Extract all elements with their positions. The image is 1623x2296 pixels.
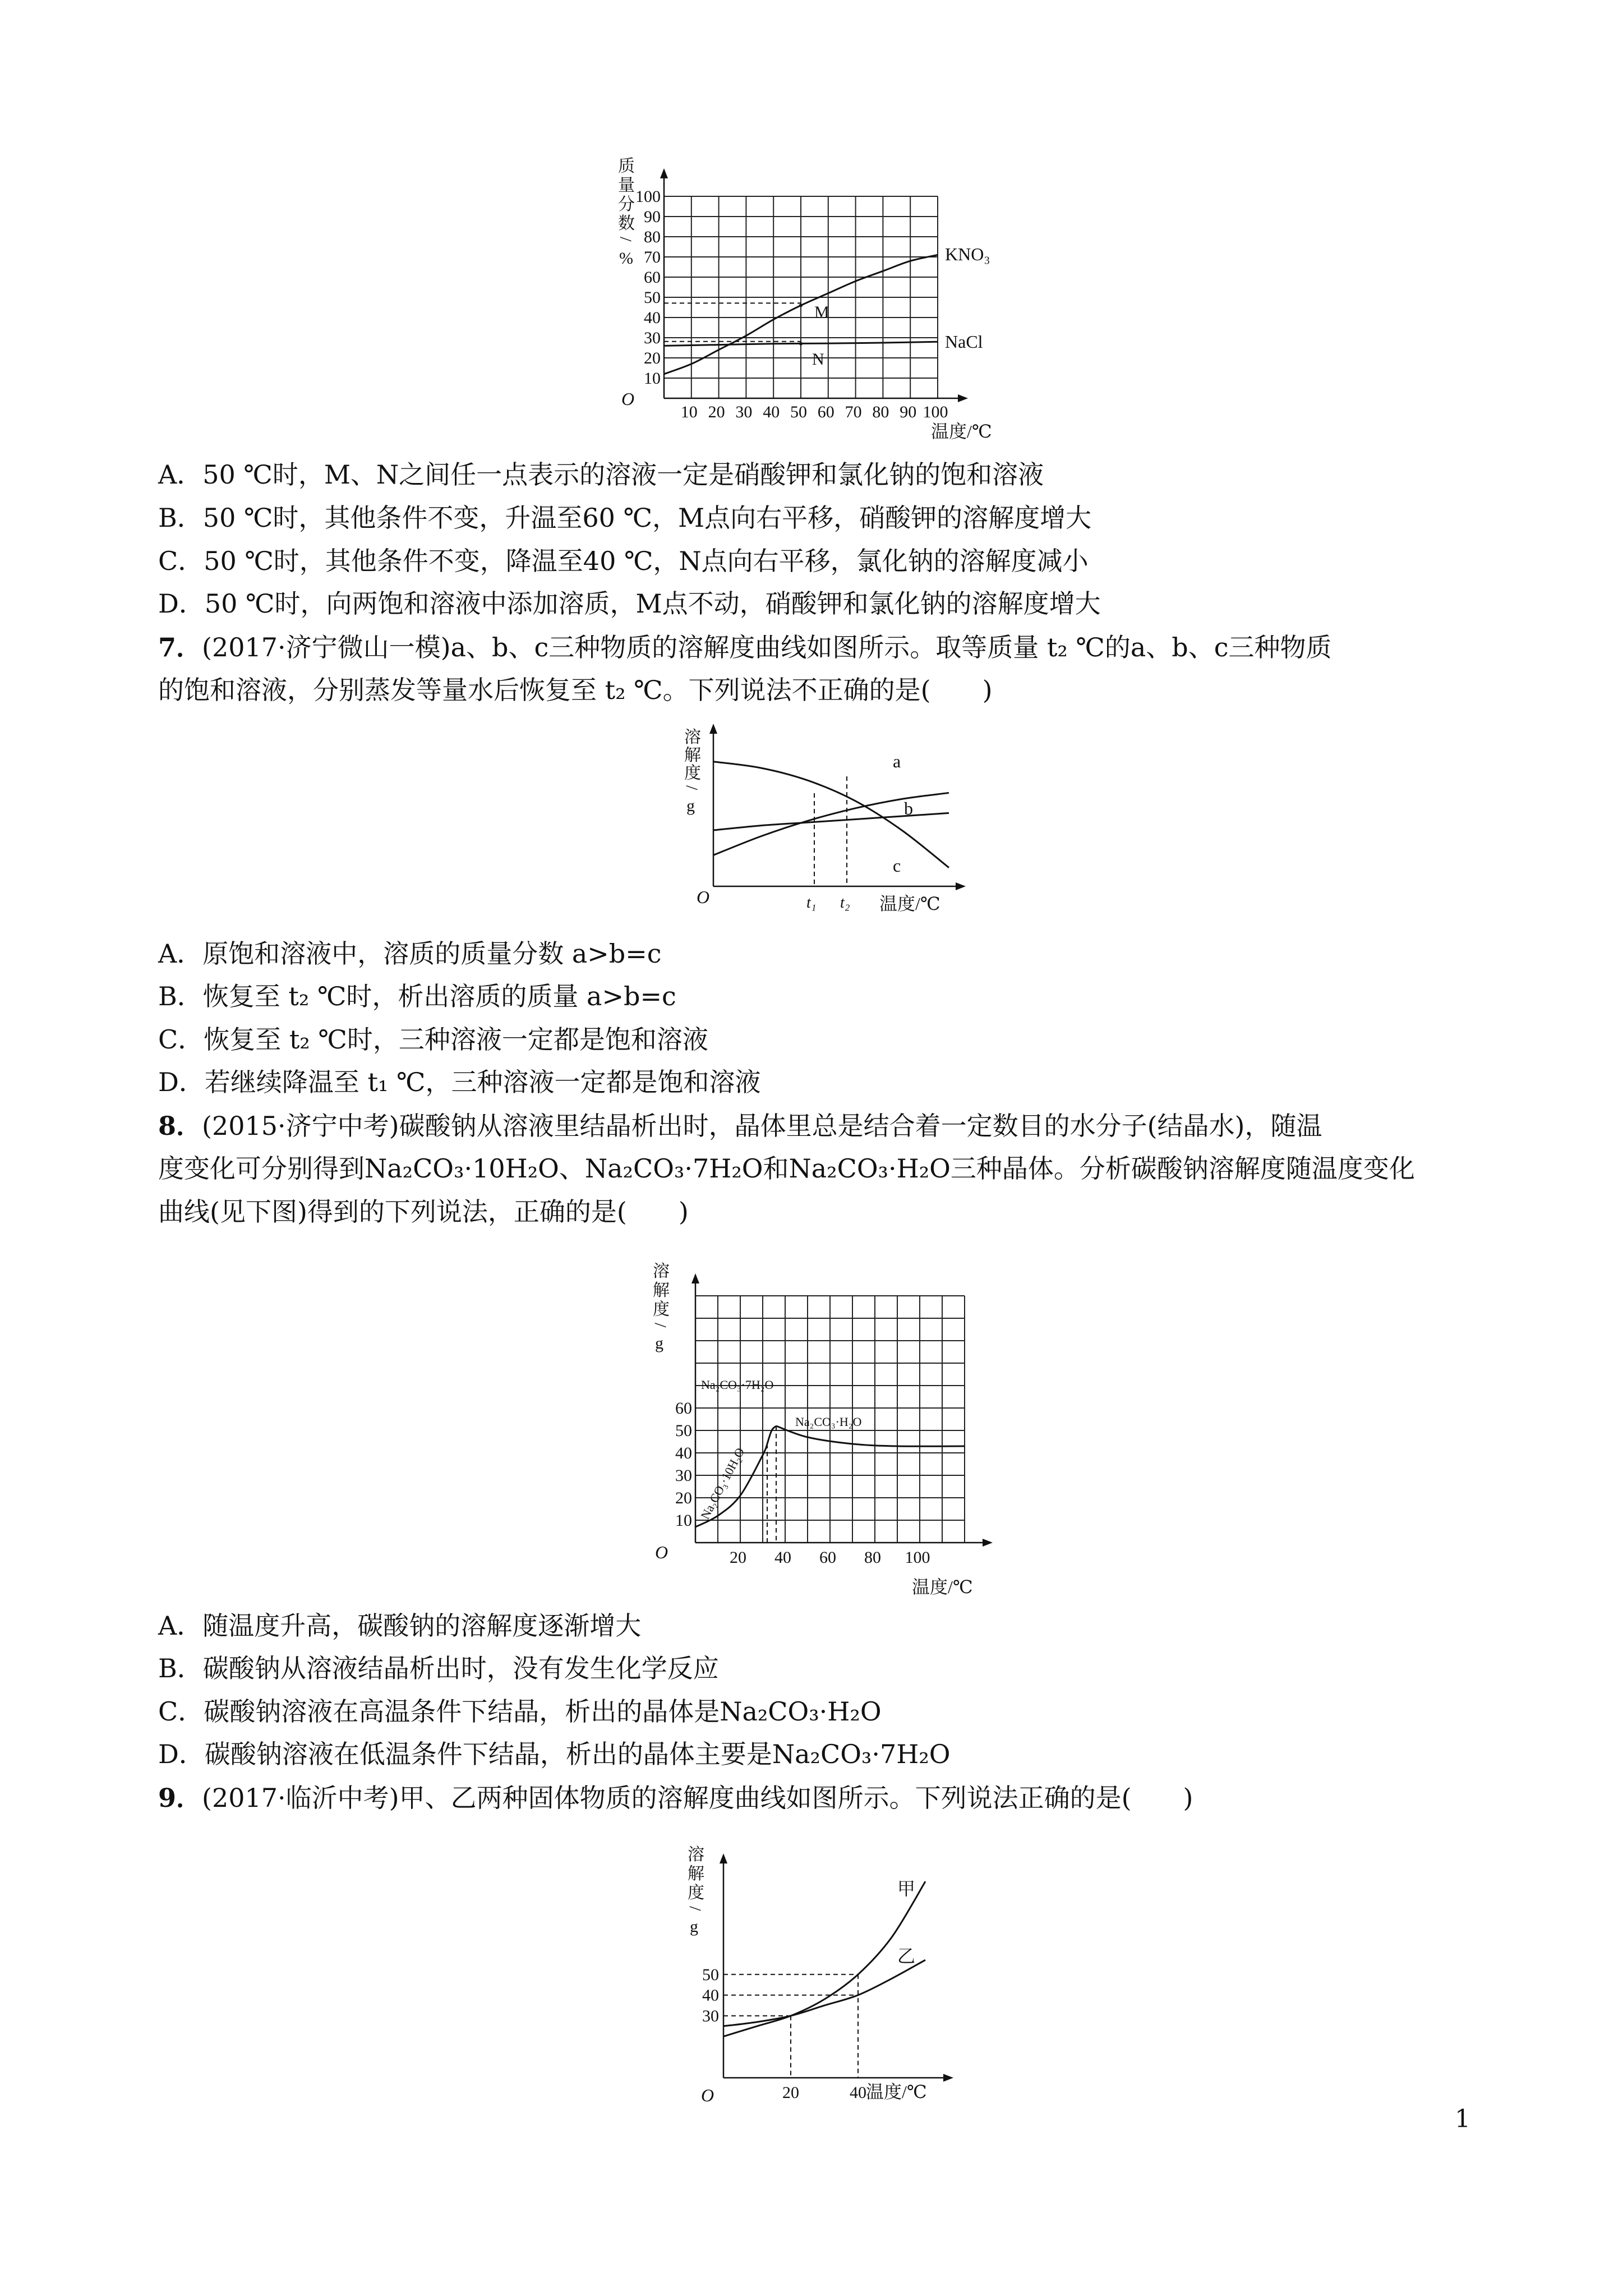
chart1-series-label-nacl: NaCl bbox=[945, 332, 983, 352]
chart1-origin: O bbox=[621, 389, 635, 409]
chart2-label-b: b bbox=[904, 798, 913, 818]
chart1-grid bbox=[664, 196, 938, 398]
chart1-series-label-kno3: KNO₃ bbox=[945, 244, 990, 264]
chart1-y-tick-labels bbox=[635, 187, 661, 388]
q7-stem-line2: 的饱和溶液，分别蒸发等量水后恢复至 t₂ ℃。下列说法不正确的是( ) bbox=[158, 675, 993, 705]
chart4-line-yi bbox=[723, 1960, 925, 2026]
q8-option-d: D．碳酸钠溶液在低温条件下结晶，析出的晶体主要是Na₂CO₃·7H₂O bbox=[158, 1739, 951, 1769]
chart1-y-tick: 100 bbox=[635, 187, 661, 206]
chart4-axes bbox=[720, 1853, 953, 2082]
chart2-xlabel: 温度/℃ bbox=[879, 894, 940, 914]
chart2-line-a bbox=[713, 793, 949, 855]
chart3-line-7h2o bbox=[767, 1426, 776, 1444]
q7-option-b: B．恢复至 t₂ ℃时，析出溶质的质量 a>b=c bbox=[158, 981, 676, 1011]
chart3-y-tick: 50 bbox=[675, 1421, 692, 1440]
chart3-line-h2o bbox=[776, 1426, 965, 1446]
chart1-x-tick: 40 bbox=[763, 403, 780, 421]
chart3-x-tick: 60 bbox=[819, 1548, 836, 1567]
chart-na2co3-solubility bbox=[645, 1257, 1015, 1604]
svg-text:g: g bbox=[690, 1917, 698, 1936]
q7-option-a: A．原饱和溶液中，溶质的质量分数 a>b=c bbox=[158, 938, 662, 969]
q6-option-d: D．50 ℃时，向两饱和溶液中添加溶质，M点不动，硝酸钾和氯化钠的溶解度增大 bbox=[158, 588, 1101, 619]
svg-text:g: g bbox=[686, 797, 695, 815]
chart1-y-tick: 70 bbox=[644, 248, 661, 266]
chart1-y-tick: 20 bbox=[644, 349, 661, 367]
chart2-y-arrow bbox=[709, 724, 717, 734]
chart3-axes bbox=[691, 1273, 993, 1547]
chart1-x-tick: 20 bbox=[708, 403, 725, 421]
svg-text:g: g bbox=[655, 1334, 663, 1352]
chart1-y-arrow bbox=[660, 168, 668, 178]
svg-text:解: 解 bbox=[688, 1865, 704, 1883]
q6-option-a: A．50 ℃时，M、N之间任一点表示的溶液一定是硝酸钾和氯化钠的饱和溶液 bbox=[158, 459, 1044, 490]
chart4-y-arrow bbox=[720, 1853, 727, 1864]
svg-text:分: 分 bbox=[618, 195, 635, 214]
chart2-line-b bbox=[713, 813, 949, 830]
chart-knoe-nacl bbox=[606, 151, 1054, 443]
chart4-label-yi: 乙 bbox=[897, 1946, 916, 1966]
svg-text:溶: 溶 bbox=[653, 1262, 670, 1281]
chart3-xlabel: 温度/℃ bbox=[912, 1577, 973, 1597]
chart1-y-tick: 80 bbox=[644, 228, 661, 246]
q6-option-c: C．50 ℃时，其他条件不变，降温至40 ℃，N点向右平移，氯化钠的溶解度减小 bbox=[158, 546, 1089, 576]
chart2-x-arrow bbox=[956, 882, 966, 890]
chart4-x-tick: 20 bbox=[782, 2083, 799, 2102]
chart2-origin: O bbox=[697, 887, 710, 907]
svg-text:/: / bbox=[686, 1906, 704, 1911]
q8-stem-line3: 曲线(见下图)得到的下列说法，正确的是( ) bbox=[158, 1197, 689, 1227]
chart1-y-tick: 40 bbox=[644, 309, 661, 327]
svg-text:质: 质 bbox=[618, 157, 635, 176]
chart1-xlabel: 温度/℃ bbox=[931, 421, 992, 441]
svg-text:溶: 溶 bbox=[688, 1846, 704, 1864]
chart3-x-tick: 40 bbox=[774, 1548, 791, 1567]
svg-text:/: / bbox=[651, 1323, 670, 1328]
chart4-y-tick: 40 bbox=[702, 1986, 719, 2005]
chart1-y-tick: 60 bbox=[644, 268, 661, 287]
svg-text:溶: 溶 bbox=[684, 728, 701, 747]
chart3-x-tick: 20 bbox=[730, 1548, 746, 1567]
svg-text:解: 解 bbox=[653, 1281, 670, 1300]
q7-option-c: C．恢复至 t₂ ℃时，三种溶液一定都是饱和溶液 bbox=[158, 1024, 708, 1055]
chart1-y-tick: 50 bbox=[644, 288, 661, 307]
q7-text-line1: (2017·济宁微山一模)a、b、c三种物质的溶解度曲线如图所示。取等质量 t₂ ℃的a、b、c三种物质 bbox=[202, 632, 1332, 662]
chart3-label-h2o: Na₂CO₃·H₂O bbox=[795, 1415, 862, 1429]
chart1-point-m bbox=[799, 303, 803, 307]
q9-text: (2017·临沂中考)甲、乙两种固体物质的溶解度曲线如图所示。下列说法正确的是( ) bbox=[202, 1783, 1193, 1813]
q7-option-d: D．若继续降温至 t₁ ℃，三种溶液一定都是饱和溶液 bbox=[158, 1067, 761, 1097]
q9-number: 9． bbox=[158, 1783, 202, 1813]
chart1-y-tick: 10 bbox=[644, 369, 661, 388]
chart3-label-7h2o: Na₂CO₃·7H₂O bbox=[701, 1378, 774, 1392]
q8-stem-line1 bbox=[158, 1109, 1322, 1143]
chart2-ylabel bbox=[683, 728, 701, 815]
chart3-y-tick: 30 bbox=[675, 1466, 692, 1485]
chart1-x-tick: 70 bbox=[845, 403, 862, 421]
svg-text:解: 解 bbox=[684, 746, 701, 765]
q8-stem-line2: 度变化可分别得到Na₂CO₃·10H₂O、Na₂CO₃·7H₂O和Na₂CO₃·H₂O三种晶体。分析碳酸钠溶解度随温度变化 bbox=[158, 1153, 1415, 1184]
chart3-ylabel bbox=[651, 1262, 670, 1352]
chart2-axes bbox=[709, 724, 966, 890]
chart1-ylabel bbox=[616, 157, 635, 268]
chart4-y-tick-labels bbox=[702, 1966, 719, 2026]
page-number: 1 bbox=[1455, 2105, 1470, 2133]
q7-stem-line1 bbox=[158, 631, 1332, 664]
q8-option-a: A．随温度升高，碳酸钠的溶解度逐渐增大 bbox=[158, 1611, 642, 1641]
q7-number: 7． bbox=[158, 632, 202, 662]
q8-number: 8． bbox=[158, 1111, 202, 1141]
chart3-y-tick-labels bbox=[675, 1399, 692, 1530]
chart1-y-tick: 90 bbox=[644, 208, 661, 226]
chart1-x-tick-labels bbox=[681, 403, 948, 421]
chart4-y-tick: 30 bbox=[702, 2007, 719, 2026]
chart-abc-solubility bbox=[662, 724, 976, 926]
chart4-x-tick-labels bbox=[782, 2083, 866, 2102]
chart1-y-tick: 30 bbox=[644, 329, 661, 347]
chart1-x-tick: 80 bbox=[872, 403, 889, 421]
chart3-label-10h2o: Na₂CO₃·10H₂O bbox=[698, 1445, 748, 1522]
chart3-x-tick: 100 bbox=[905, 1548, 930, 1567]
chart4-line-jia bbox=[723, 1881, 925, 2036]
chart3-y-tick: 40 bbox=[675, 1444, 692, 1462]
chart4-xlabel: 温度/℃ bbox=[866, 2082, 927, 2102]
chart4-x-tick: 40 bbox=[850, 2083, 866, 2102]
chart1-x-arrow bbox=[958, 394, 968, 402]
svg-text:/: / bbox=[616, 237, 635, 242]
chart3-y-arrow bbox=[691, 1273, 699, 1283]
chart3-x-tick-labels bbox=[730, 1548, 930, 1567]
chart1-x-tick: 90 bbox=[900, 403, 917, 421]
chart3-x-arrow bbox=[983, 1539, 993, 1547]
svg-text:/: / bbox=[683, 785, 701, 790]
svg-text:度: 度 bbox=[688, 1884, 704, 1902]
q6-option-b: B．50 ℃时，其他条件不变，升温至60 ℃，M点向右平移，硝酸钾的溶解度增大 bbox=[158, 503, 1092, 533]
chart2-series bbox=[713, 762, 949, 886]
chart4-label-jia: 甲 bbox=[897, 1879, 916, 1899]
chart3-x-tick: 80 bbox=[864, 1548, 881, 1567]
chart-jia-yi-solubility bbox=[673, 1840, 965, 2115]
chart3-y-tick: 10 bbox=[675, 1511, 692, 1530]
q8-option-c: C．碳酸钠溶液在高温条件下结晶，析出的晶体是Na₂CO₃·H₂O bbox=[158, 1696, 882, 1727]
q8-option-b: B．碳酸钠从溶液结晶析出时，没有发生化学反应 bbox=[158, 1653, 719, 1683]
chart4-origin: O bbox=[701, 2085, 714, 2105]
q8-text-line1: (2015·济宁中考)碳酸钠从溶液里结晶析出时，晶体里总是结合着一定数目的水分子(结晶水)，随温 bbox=[202, 1111, 1322, 1141]
chart3-y-tick: 20 bbox=[675, 1489, 692, 1507]
chart4-x-arrow bbox=[943, 2074, 953, 2082]
chart2-label-c: c bbox=[893, 855, 901, 876]
chart1-point-n bbox=[799, 342, 803, 346]
chart1-point-label-m: M bbox=[814, 303, 829, 321]
svg-text:度: 度 bbox=[684, 764, 701, 783]
chart1-x-tick: 10 bbox=[680, 403, 698, 421]
q9-stem bbox=[158, 1781, 1193, 1815]
svg-text:数: 数 bbox=[618, 214, 635, 233]
chart1-x-tick: 50 bbox=[790, 403, 807, 421]
chart4-ylabel bbox=[686, 1846, 704, 1936]
chart3-y-tick: 60 bbox=[675, 1399, 692, 1418]
svg-text:度: 度 bbox=[653, 1300, 670, 1319]
chart1-x-tick: 100 bbox=[923, 403, 948, 421]
chart2-xtick-t2: t₂ bbox=[840, 894, 850, 912]
chart1-x-tick: 30 bbox=[735, 403, 753, 421]
chart4-series bbox=[723, 1881, 925, 2078]
chart3-origin: O bbox=[655, 1542, 668, 1562]
chart4-y-tick: 50 bbox=[702, 1965, 719, 1984]
svg-text:量: 量 bbox=[618, 176, 635, 195]
chart2-label-a: a bbox=[893, 751, 901, 771]
chart1-x-tick: 60 bbox=[817, 403, 834, 421]
chart2-xtick-t1: t₁ bbox=[806, 894, 817, 912]
svg-text:%: % bbox=[619, 249, 633, 268]
chart1-point-label-n: N bbox=[812, 350, 824, 369]
